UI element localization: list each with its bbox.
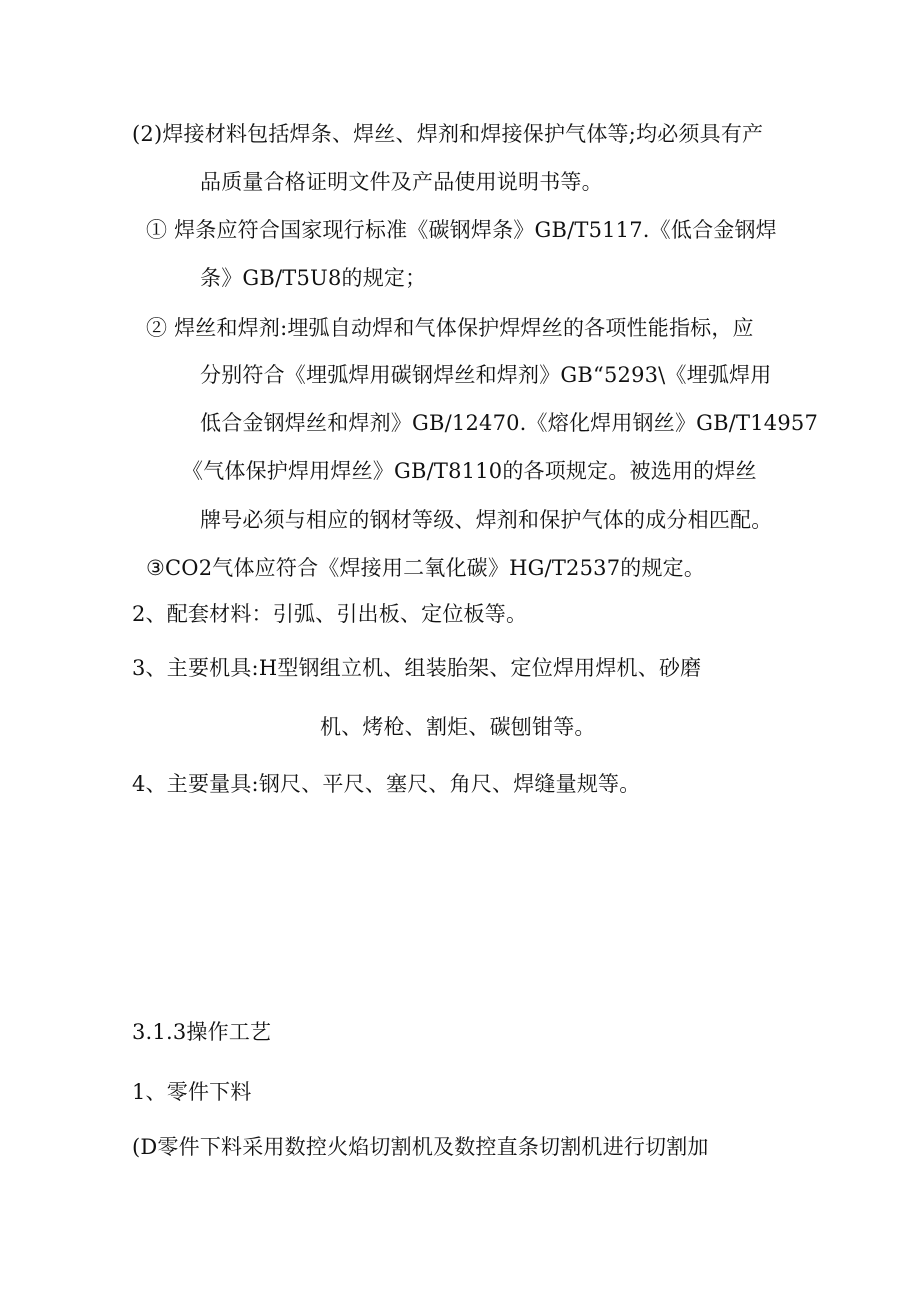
item-3-co2: ③CO2气体应符合《焊接用二氧化碳》HG/T2537的规定。 <box>146 556 706 580</box>
item-2-wire-flux: ② 焊丝和焊剂:埋弧自动焊和气体保护焊焊丝的各项性能指标，应 <box>146 316 754 340</box>
section-3-main-machines: 3、主要机具:H型钢组立机、组装胎架、定位焊用焊机、砂磨 <box>132 656 702 680</box>
paragraph-welding-materials: (2)焊接材料包括焊条、焊丝、焊剂和焊接保护气体等;均必须具有产 <box>132 122 764 146</box>
item-2-wire-flux-cont-1: 分别符合《埋弧焊用碳钢焊丝和焊剂》GB“5293\《埋弧焊用 <box>200 363 772 387</box>
paragraph-part-cutting: (D零件下料采用数控火焰切割机及数控直条切割机进行切割加 <box>132 1135 709 1159</box>
section-4-measuring-tools: 4、主要量具:钢尺、平尺、塞尺、角尺、焊缝量规等。 <box>132 772 641 796</box>
item-1-electrodes: ① 焊条应符合国家现行标准《碳钢焊条》GB/T5117.《低合金钢焊 <box>146 218 777 242</box>
item-2-wire-flux-cont-3: 《气体保护焊用焊丝》GB/T8110的各项规定。被选用的焊丝 <box>182 459 757 483</box>
item-2-wire-flux-cont-4: 牌号必须与相应的钢材等级、焊剂和保护气体的成分相匹配。 <box>200 508 773 532</box>
item-1-electrodes-cont: 条》GB/T5U8的规定； <box>200 266 427 290</box>
section-2-auxiliary-materials: 2、配套材料：引弧、引出板、定位板等。 <box>132 602 528 626</box>
paragraph-welding-materials-cont: 品质量合格证明文件及产品使用说明书等。 <box>200 170 603 194</box>
section-3-main-machines-cont: 机、烤枪、割炬、碳刨钳等。 <box>320 715 596 739</box>
item-2-wire-flux-cont-2: 低合金钢焊丝和焊剂》GB/12470.《熔化焊用钢丝》GB/T14957 <box>200 411 819 435</box>
subheading-part-cutting: 1、零件下料 <box>132 1080 252 1104</box>
heading-operation-process: 3.1.3操作工艺 <box>132 1020 272 1044</box>
